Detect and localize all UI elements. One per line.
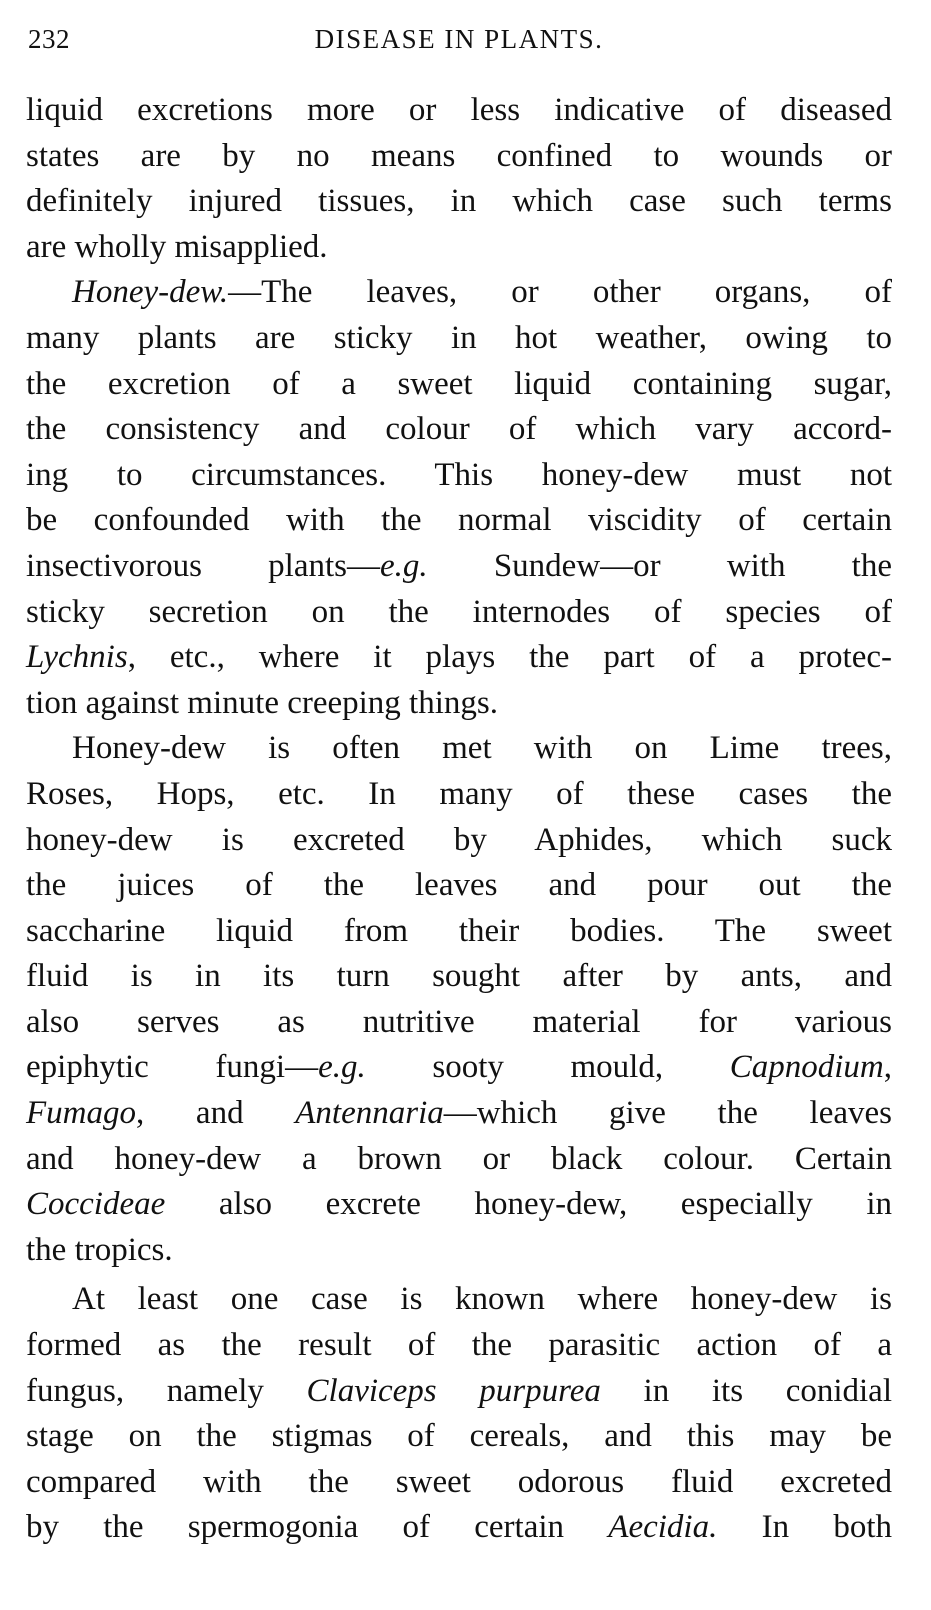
text-line: fluid is in its turn sought after by ants, and [26, 958, 892, 995]
text-line: Honey-dew is often met with on Lime trees, [72, 730, 892, 767]
text-line: Coccideae also excrete honey-dew, especially in [26, 1186, 892, 1223]
text-line: many plants are sticky in hot weather, owing to [26, 319, 892, 356]
text-line: the excretion of a sweet liquid containing sugar, [26, 365, 892, 402]
text-line: fungus, namely Claviceps purpurea in its conidial [26, 1372, 892, 1409]
book-page [26, 18, 892, 1551]
paragraph [26, 726, 892, 1273]
running-header [26, 18, 892, 60]
text-line: by the spermogonia of certain Aecidia. In both [26, 1509, 892, 1546]
text-line: formed as the result of the parasitic action of a [26, 1327, 892, 1364]
text-line: Fumago, and Antennaria—which give the leaves [26, 1095, 892, 1132]
text-line: Honey-dew.—The leaves, or other organs, of [72, 274, 892, 311]
text-line: honey-dew is excreted by Aphides, which suck [26, 821, 892, 858]
text-line: At least one case is known where honey-dew is [72, 1281, 892, 1318]
text-line: insectivorous plants—e.g. Sundew—or with the [26, 547, 892, 584]
text-line: are wholly misapplied. [26, 228, 328, 265]
text-line: liquid excretions more or less indicative of diseased [26, 92, 892, 128]
text-line: ing to circumstances. This honey-dew must not [26, 456, 892, 493]
text-line: saccharine liquid from their bodies. The sweet [26, 912, 892, 949]
paragraph [26, 270, 892, 726]
text-line: compared with the sweet odorous fluid excreted [26, 1463, 892, 1500]
paragraph [26, 88, 892, 270]
text-line: epiphytic fungi—e.g. sooty mould, Capnodium, [26, 1049, 892, 1086]
section-heading: Honey-dew. [72, 274, 229, 311]
text-line: tion against minute creeping things. [26, 684, 498, 721]
text-line: the juices of the leaves and pour out the [26, 867, 892, 904]
paragraph [26, 1277, 892, 1551]
body-text [26, 88, 892, 1551]
text-line: the consistency and colour of which vary accord- [26, 411, 892, 448]
text-line: states are by no means confined to wounds or [26, 137, 892, 174]
text-line: and honey-dew a brown or black colour. Certain [26, 1140, 892, 1177]
text-line: Roses, Hops, etc. In many of these cases the [26, 775, 892, 812]
text-line: be confounded with the normal viscidity of certain [26, 502, 892, 539]
text-line: definitely injured tissues, in which case such terms [26, 183, 892, 220]
text-line: the tropics. [26, 1231, 173, 1268]
running-title: DISEASE IN PLANTS. [314, 24, 604, 54]
text-line: Lychnis, etc., where it plays the part of a protec- [26, 639, 892, 676]
text-line: stage on the stigmas of cereals, and this may be [26, 1418, 892, 1455]
text-line: sticky secretion on the internodes of species of [26, 593, 892, 630]
text-line: also serves as nutritive material for various [26, 1003, 892, 1040]
page-number: 232 [28, 24, 70, 54]
